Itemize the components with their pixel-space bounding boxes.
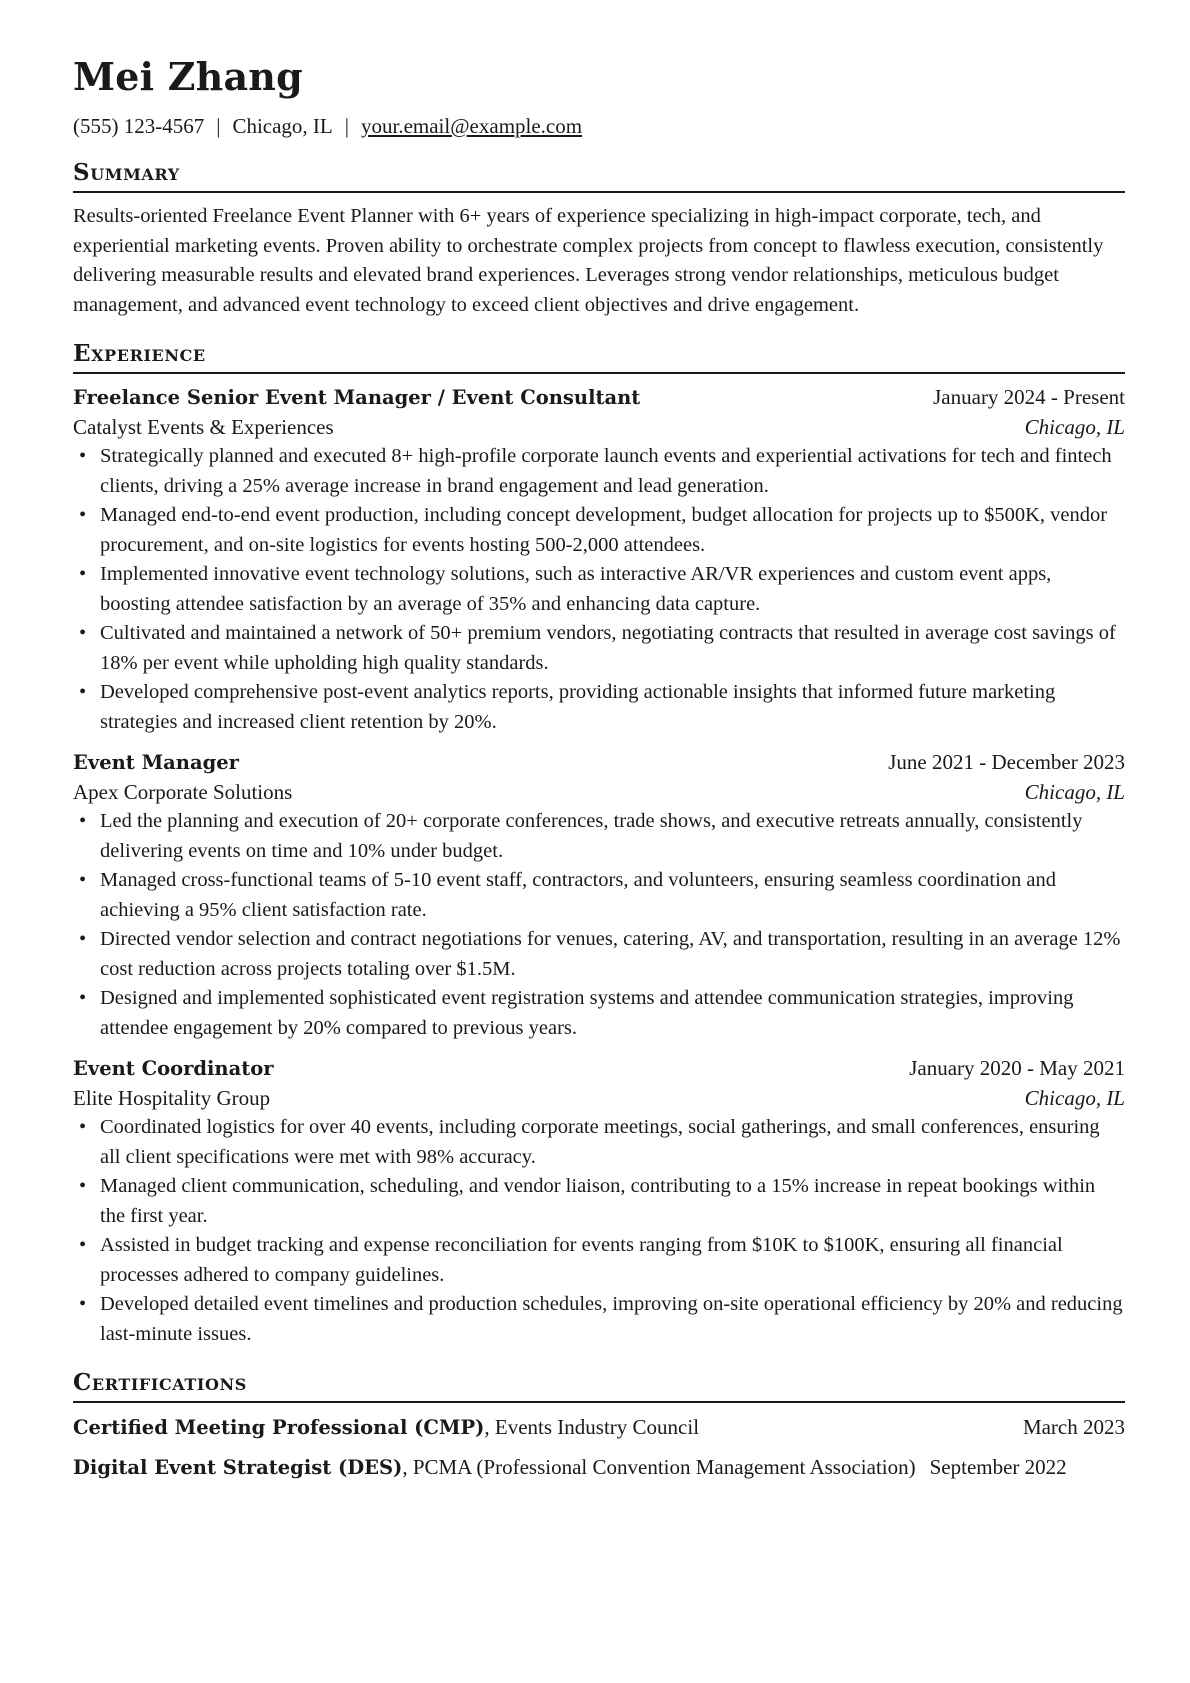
job-company: Apex Corporate Solutions [73, 779, 293, 804]
bullet-item: • Managed cross-functional teams of 5-10 event staff, contractors, and volunteers, ensuring seamless coordination and achieving a 95% client satisfaction rate. [73, 866, 1125, 925]
phone-number: (555) 123-4567 [73, 114, 205, 138]
certification-issuer: , Events Industry Council [484, 1415, 700, 1439]
certification-name: Digital Event Strategist (DES) [73, 1455, 403, 1479]
section-heading-certifications: Certifications [73, 1371, 1125, 1403]
job-entry [73, 748, 1125, 1043]
summary-section [73, 161, 1125, 320]
separator: | [344, 114, 349, 138]
bullet-item: • Led the planning and execution of 20+ corporate conferences, trade shows, and executive retreats annually, consistently delivering events on time and 10% under budget. [73, 807, 1125, 866]
job-header-row [73, 1054, 1125, 1084]
job-entry [73, 1054, 1125, 1349]
candidate-name: Mei Zhang [73, 54, 303, 99]
bullet-item: • Cultivated and maintained a network of 50+ premium vendors, negotiating contracts that resulted in average cost savings of 18% per event while upholding high quality standards. [73, 619, 1125, 678]
bullet-item: • Assisted in budget tracking and expense reconciliation for events ranging from $10K to $100K, ensuring all financial processes adhered to company guidelines. [73, 1231, 1125, 1290]
contact-line [73, 116, 1125, 137]
job-title: Event Coordinator [73, 1057, 274, 1080]
job-dates: January 2024 - Present [933, 385, 1125, 409]
job-company-row [73, 1084, 1125, 1114]
job-location: Chicago, IL [1024, 1085, 1125, 1110]
job-company: Catalyst Events & Experiences [73, 414, 334, 439]
separator: | [216, 114, 221, 138]
certification-issuer: , PCMA (Professional Convention Management Association) [402, 1454, 916, 1479]
bullet-item: • Strategically planned and executed 8+ high-profile corporate launch events and experiential activations for tech and fintech clients, driving a 25% average increase in brand engagement and lead generation. [73, 442, 1125, 501]
bullet-item: • Implemented innovative event technology solutions, such as interactive AR/VR experiences and custom event apps, boosting attendee satisfaction by an average of 35% and enhancing data capture. [73, 560, 1125, 619]
certifications-section [73, 1371, 1125, 1482]
job-bullets [73, 1113, 1125, 1349]
experience-section [73, 342, 1125, 1349]
job-dates: June 2021 - December 2023 [888, 750, 1125, 774]
section-heading-summary: Summary [73, 161, 1125, 193]
job-dates: January 2020 - May 2021 [909, 1056, 1125, 1080]
job-bullets [73, 807, 1125, 1043]
job-company-row [73, 778, 1125, 808]
section-heading-experience: Experience [73, 342, 1125, 374]
bullet-item: • Managed client communication, scheduling, and vendor liaison, contributing to a 15% increase in repeat bookings within the first year. [73, 1172, 1125, 1231]
job-location: Chicago, IL [1024, 779, 1125, 804]
job-title: Freelance Senior Event Manager / Event Consultant [73, 386, 641, 409]
location: Chicago, IL [232, 114, 333, 138]
job-header-row [73, 748, 1125, 778]
job-header-row [73, 383, 1125, 413]
bullet-item: • Coordinated logistics for over 40 events, including corporate meetings, social gatherings, and small conferences, ensuring all client specifications were met with 98% accuracy. [73, 1113, 1125, 1172]
certification-name: Certified Meeting Professional (CMP) [73, 1416, 485, 1439]
certification-date: September 2022 [929, 1454, 1067, 1479]
bullet-item: • Directed vendor selection and contract negotiations for venues, catering, AV, and transportation, resulting in an average 12% cost reduction across projects totaling over $1.5M. [73, 925, 1125, 984]
job-entry [73, 383, 1125, 737]
job-bullets [73, 442, 1125, 737]
job-company-row [73, 413, 1125, 443]
bullet-item: • Designed and implemented sophisticated event registration systems and attendee communication strategies, improving attendee engagement by 20% compared to previous years. [73, 984, 1125, 1043]
summary-text: Results-oriented Freelance Event Planner with 6+ years of experience specializing in high-impact corporate, tech, and experiential marketing events. Proven ability to orchestrate complex projects from concept to flawless execution, consistently delivering measurable results and elevated brand experiences. Leverages strong vendor relationships, meticulous budget management, and advanced event technology to exceed client objectives and drive engagement. [73, 205, 1104, 316]
bullet-item: • Developed detailed event timelines and production schedules, improving on-site operational efficiency by 20% and reducing last-minute issues. [73, 1290, 1125, 1349]
certification-item [73, 1453, 1125, 1483]
bullet-item: • Managed end-to-end event production, including concept development, budget allocation for projects up to $500K, vendor procurement, and on-site logistics for events hosting 500-2,000 attendees. [73, 501, 1125, 560]
job-company: Elite Hospitality Group [73, 1085, 271, 1110]
certification-date: March 2023 [1022, 1415, 1125, 1439]
email-link[interactable]: your.email@example.com [360, 114, 583, 138]
job-title: Event Manager [73, 751, 239, 774]
certification-item [73, 1413, 1125, 1443]
job-location: Chicago, IL [1024, 414, 1125, 439]
resume-page [73, 54, 1125, 1482]
bullet-item: • Developed comprehensive post-event analytics reports, providing actionable insights that informed future marketing strategies and increased client retention by 20%. [73, 678, 1125, 737]
